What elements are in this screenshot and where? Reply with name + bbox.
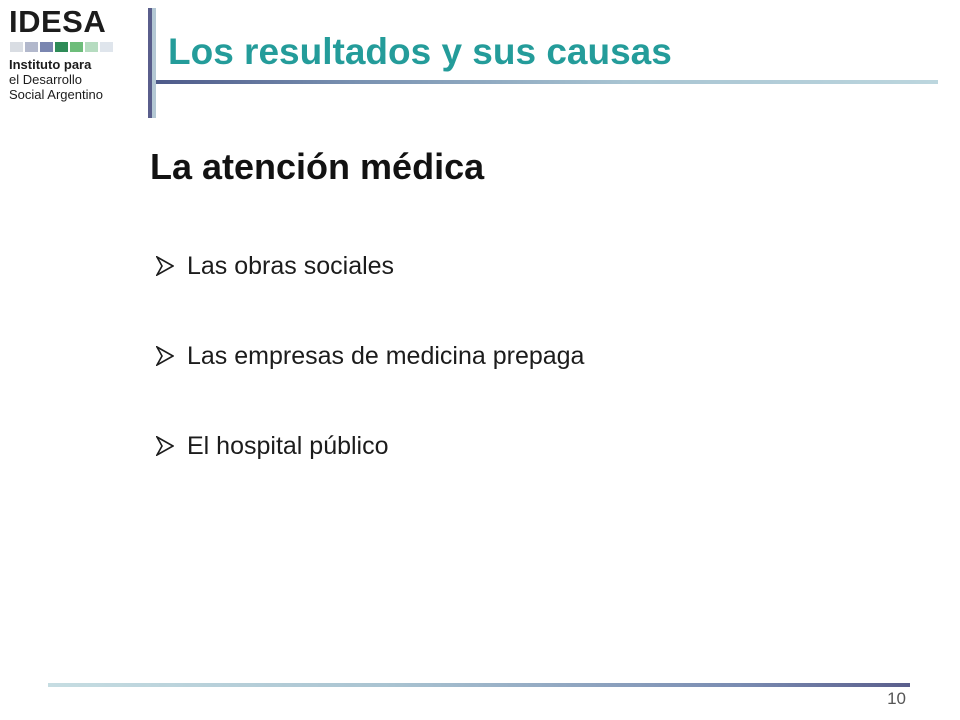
title-underline-rule	[156, 80, 938, 84]
bullet-label: Las empresas de medicina prepaga	[187, 342, 585, 370]
arrowhead-bullet-icon	[156, 346, 174, 366]
logo-square	[25, 42, 38, 52]
arrowhead-bullet-icon	[156, 256, 174, 276]
header-vertical-bar-light	[152, 8, 156, 118]
logo-square	[10, 42, 23, 52]
slide-title: Los resultados y sus causas	[168, 31, 672, 72]
arrowhead-bullet-icon	[156, 436, 174, 456]
logo-institution-name	[9, 57, 124, 102]
logo-line: Instituto para	[9, 57, 92, 72]
logo-square	[70, 42, 83, 52]
bullet-label: El hospital público	[187, 432, 389, 460]
bullet-label: Las obras sociales	[187, 252, 395, 280]
logo-square	[85, 42, 98, 52]
slide-subtitle: La atención médica	[150, 146, 485, 187]
logo-line: Social Argentino	[9, 87, 103, 102]
idesa-logo	[6, 4, 126, 119]
logo-square	[55, 42, 68, 52]
logo-color-squares	[10, 42, 115, 52]
logo-wordmark: IDESA	[9, 4, 107, 39]
logo-square	[40, 42, 53, 52]
logo-line: el Desarrollo	[9, 72, 82, 87]
page-number: 10	[887, 689, 906, 708]
footer-rule	[48, 683, 910, 687]
logo-square	[100, 42, 113, 52]
